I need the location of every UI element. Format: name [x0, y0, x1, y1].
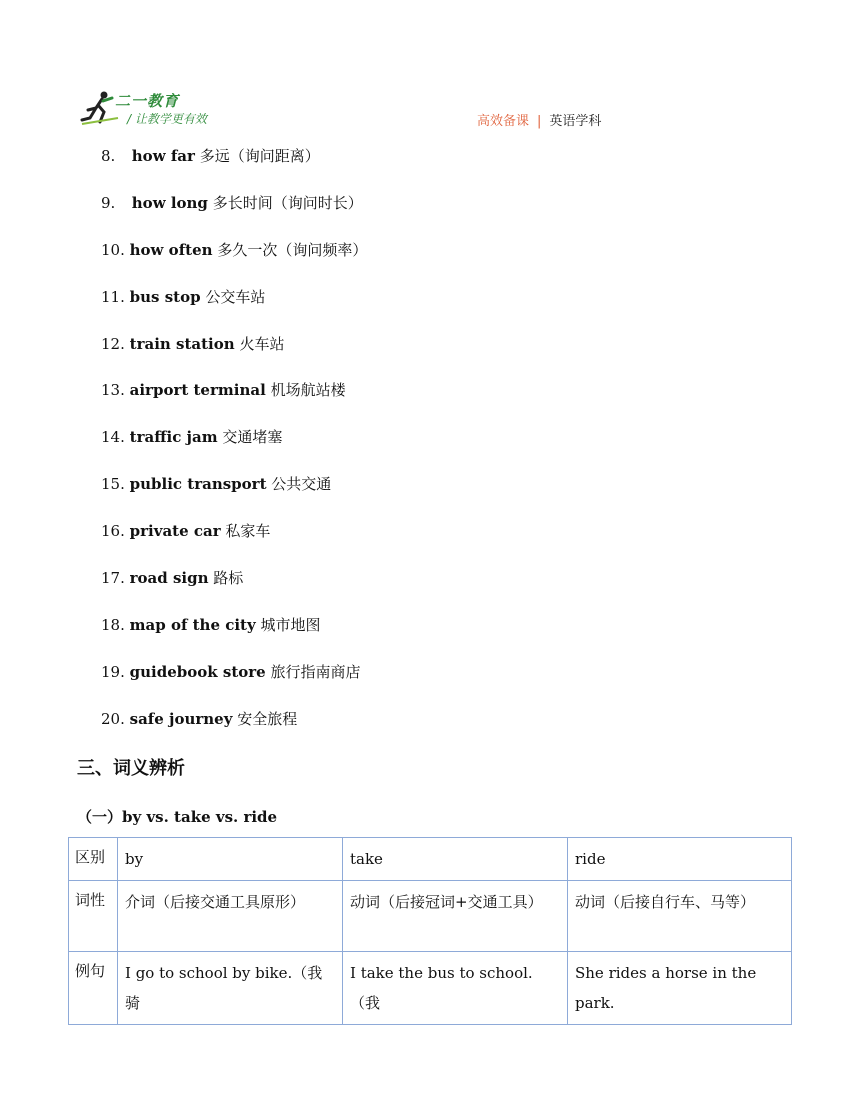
vocab-number: 14.	[101, 428, 125, 447]
table-row-label: 词性	[69, 881, 118, 952]
vocab-item	[101, 615, 367, 662]
vocab-item	[101, 334, 367, 381]
vocab-chinese: 火车站	[239, 334, 285, 353]
table-cell: 动词（后接自行车、马等）	[568, 881, 792, 952]
table-header-cell: ride	[568, 838, 792, 881]
vocab-english: safe journey	[129, 709, 233, 728]
tag-highlight: 高效备课	[477, 114, 530, 129]
vocab-item	[101, 568, 367, 615]
vocab-number: 13.	[101, 381, 125, 400]
sub-title-prefix: （一）	[77, 808, 123, 826]
vocab-chinese: 交通堵塞	[222, 428, 283, 447]
tag-separator: |	[537, 114, 542, 129]
table-row	[69, 952, 792, 1025]
vocab-chinese: 旅行指南商店	[270, 662, 361, 681]
comparison-table	[68, 837, 792, 1025]
tag-subject: 英语学科	[549, 114, 602, 129]
vocab-list	[101, 146, 367, 756]
table-header-cell: take	[343, 838, 568, 881]
vocab-english: how far	[131, 147, 195, 165]
vocab-english: guidebook store	[129, 662, 266, 681]
sub-title-text: by vs. take vs. ride	[122, 808, 278, 826]
vocab-number: 11.	[101, 287, 125, 306]
vocab-english: how often	[129, 240, 213, 259]
vocab-english: train station	[129, 334, 235, 353]
header-tagline	[477, 110, 601, 129]
vocab-number: 9.	[101, 193, 116, 212]
vocab-chinese: 多远（询问距离）	[199, 147, 320, 165]
vocab-item	[101, 709, 367, 756]
vocab-chinese: 机场航站楼	[270, 381, 346, 400]
vocab-english: traffic jam	[129, 428, 218, 447]
vocab-number: 15.	[101, 475, 125, 494]
vocab-english: public transport	[129, 475, 267, 494]
vocab-number: 10.	[101, 240, 125, 259]
vocab-chinese: 私家车	[225, 522, 271, 541]
vocab-number: 17.	[101, 569, 125, 588]
vocab-number: 20.	[101, 709, 125, 728]
table-row	[69, 881, 792, 952]
table-header-cell: by	[118, 838, 343, 881]
vocab-chinese: 路标	[213, 569, 244, 588]
vocab-english: map of the city	[129, 615, 256, 634]
logo	[80, 88, 240, 132]
vocab-item	[101, 474, 367, 521]
vocab-number: 16.	[101, 522, 125, 541]
table-header-row	[69, 838, 792, 881]
vocab-english: how long	[131, 193, 208, 212]
section-title: 三、词义辨析	[77, 758, 185, 779]
vocab-item	[101, 146, 367, 193]
vocab-item	[101, 427, 367, 474]
table-cell: She rides a horse in the park.	[568, 952, 792, 1025]
runner-logo-icon	[80, 90, 120, 126]
vocab-number: 8.	[101, 147, 116, 165]
vocab-english: road sign	[129, 569, 209, 588]
table-cell: 介词（后接交通工具原形）	[118, 881, 343, 952]
logo-name: 二一教育	[115, 92, 180, 110]
vocab-chinese: 公交车站	[205, 287, 266, 306]
vocab-item	[101, 287, 367, 334]
vocab-chinese: 公共交通	[271, 475, 332, 494]
vocab-item	[101, 521, 367, 568]
table-cell: I go to school by bike.（我骑	[118, 952, 343, 1025]
vocab-chinese: 多久一次（询问频率）	[217, 240, 368, 259]
vocab-english: private car	[129, 522, 221, 541]
table-cell: I take the bus to school.（我	[343, 952, 568, 1025]
vocab-item	[101, 662, 367, 709]
table-cell: 动词（后接冠词+交通工具）	[343, 881, 568, 952]
vocab-chinese: 安全旅程	[237, 709, 298, 728]
vocab-chinese: 城市地图	[260, 615, 321, 634]
table-row-label: 例句	[69, 952, 118, 1025]
page-header	[80, 88, 800, 132]
vocab-chinese: 多长时间（询问时长）	[212, 193, 363, 212]
vocab-item	[101, 380, 367, 427]
vocab-number: 18.	[101, 615, 125, 634]
vocab-number: 12.	[101, 334, 125, 353]
vocab-english: bus stop	[129, 287, 201, 306]
vocab-item	[101, 240, 367, 287]
vocab-english: airport terminal	[129, 381, 266, 400]
vocab-item	[101, 193, 367, 240]
logo-slogan: / 让教学更有效	[127, 112, 207, 126]
vocab-number: 19.	[101, 662, 125, 681]
sub-title	[77, 806, 277, 827]
table-header-cell: 区别	[69, 838, 118, 881]
